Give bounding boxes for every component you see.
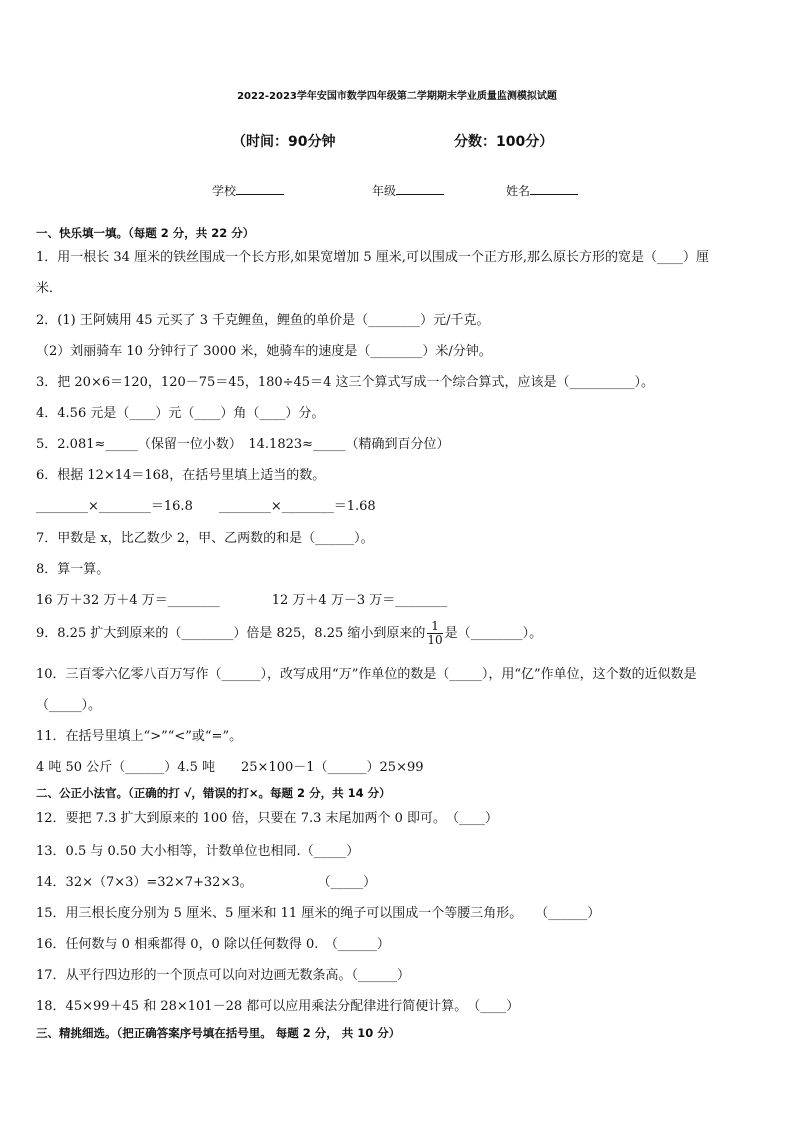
q1-line2: 米．	[36, 281, 63, 296]
q11: 11．在括号里填上“>”“<”或“=”。	[36, 729, 243, 744]
school-label: 学校	[212, 184, 237, 198]
q9-fraction	[427, 620, 442, 647]
q2-part1: 2．(1) 王阿姨用 45 元买了 3 千克鲤鱼，鲤鱼的单价是（________）元/千克。	[36, 313, 490, 328]
q5: 5．2.081≈_____（保留一位小数） 14.1823≈_____（精确到百分位）	[36, 437, 450, 452]
q10-line1: 10．三百零六亿零八百万写作（______），改写成用“万”作单位的数是（_____），用“亿”作单位，这个数的近似数是	[36, 667, 697, 682]
q8-calcs: 16 万＋32 万＋4 万＝________ 12 万＋4 万－3 万＝________	[36, 593, 448, 608]
q8: 8．算一算。	[36, 562, 110, 577]
q14: 14．32×（7×3）=32×7+32×3。 （_____）	[36, 875, 377, 890]
q9-numerator: 1	[427, 620, 442, 634]
section2-heading: 二、公正小法官。（正确的打 √，错误的打×。每题 2 分，共 14 分）	[36, 786, 391, 800]
q17: 17．从平行四边形的一个顶点可以向对边画无数条高。（______）	[36, 968, 411, 983]
name-field	[506, 182, 578, 199]
school-blank	[236, 182, 284, 195]
q11-items: 4 吨 50 公斤（______）4.5 吨 25×100－1（______）25×99	[36, 760, 424, 775]
q16: 16．任何数与 0 相乘都得 0，0 除以任何数得 0. （______）	[36, 937, 390, 952]
exam-score: 分数：100分）	[454, 134, 554, 150]
section1-heading: 一、快乐填一填。（每题 2 分，共 22 分）	[36, 226, 255, 240]
q12: 12．要把 7.3 扩大到原来的 100 倍，只要在 7.3 末尾加两个 0 即可。 （____）	[36, 811, 499, 826]
q2-part2: （2）刘丽骑车 10 分钟行了 3000 米，她骑车的速度是（________）米/分钟。	[36, 344, 492, 359]
q18: 18．45×99＋45 和 28×101－28 都可以应用乘法分配律进行简便计算。 （____）	[36, 999, 520, 1014]
q6: 6．根据 12×14＝168，在括号里填上适当的数。	[36, 468, 326, 483]
q6-blanks: ________×________＝16.8 ________×________＝1.68	[36, 499, 376, 514]
q13: 13．0.5 与 0.50 大小相等，计数单位也相同.（_____）	[36, 844, 360, 859]
exam-time: （时间：90分钟	[232, 134, 336, 150]
q9-denominator: 10	[427, 633, 443, 647]
name-label: 姓名	[506, 184, 531, 198]
q4: 4．4.56 元是（____）元（____）角（____）分。	[36, 406, 325, 421]
grade-field	[372, 182, 444, 199]
grade-label: 年级	[372, 184, 397, 198]
q9	[36, 620, 542, 647]
q3: 3．把 20×6＝120，120－75＝45，180÷45＝4 这三个算式写成一个综合算式，应该是（__________）。	[36, 375, 654, 390]
section3-heading: 三、精挑细选。（把正确答案序号填在括号里。 每题 2 分， 共 10 分）	[36, 1026, 401, 1040]
q1-line1: 1．用一根长 34 厘米的铁丝围成一个长方形,如果宽增加 5 厘米,可以围成一个正方形,那么原长方形的宽是（____）厘	[36, 250, 710, 265]
q15: 15．用三根长度分别为 5 厘米、5 厘米和 11 厘米的绳子可以围成一个等腰三角形。 （______）	[36, 906, 601, 921]
q9-text-after: 是（________）。	[444, 626, 543, 641]
school-field	[212, 182, 284, 199]
page-title: 2022-2023学年安国市数学四年级第二学期期末学业质量监测模拟试题	[237, 91, 557, 102]
q10-line2: （_____）。	[36, 698, 102, 713]
q7: 7．甲数是 x，比乙数少 2，甲、乙两数的和是（______）。	[36, 531, 374, 546]
q9-text-before: 9．8.25 扩大到原来的（________）倍是 825，8.25 缩小到原来的	[36, 626, 426, 641]
name-blank	[530, 182, 578, 195]
grade-blank	[396, 182, 444, 195]
